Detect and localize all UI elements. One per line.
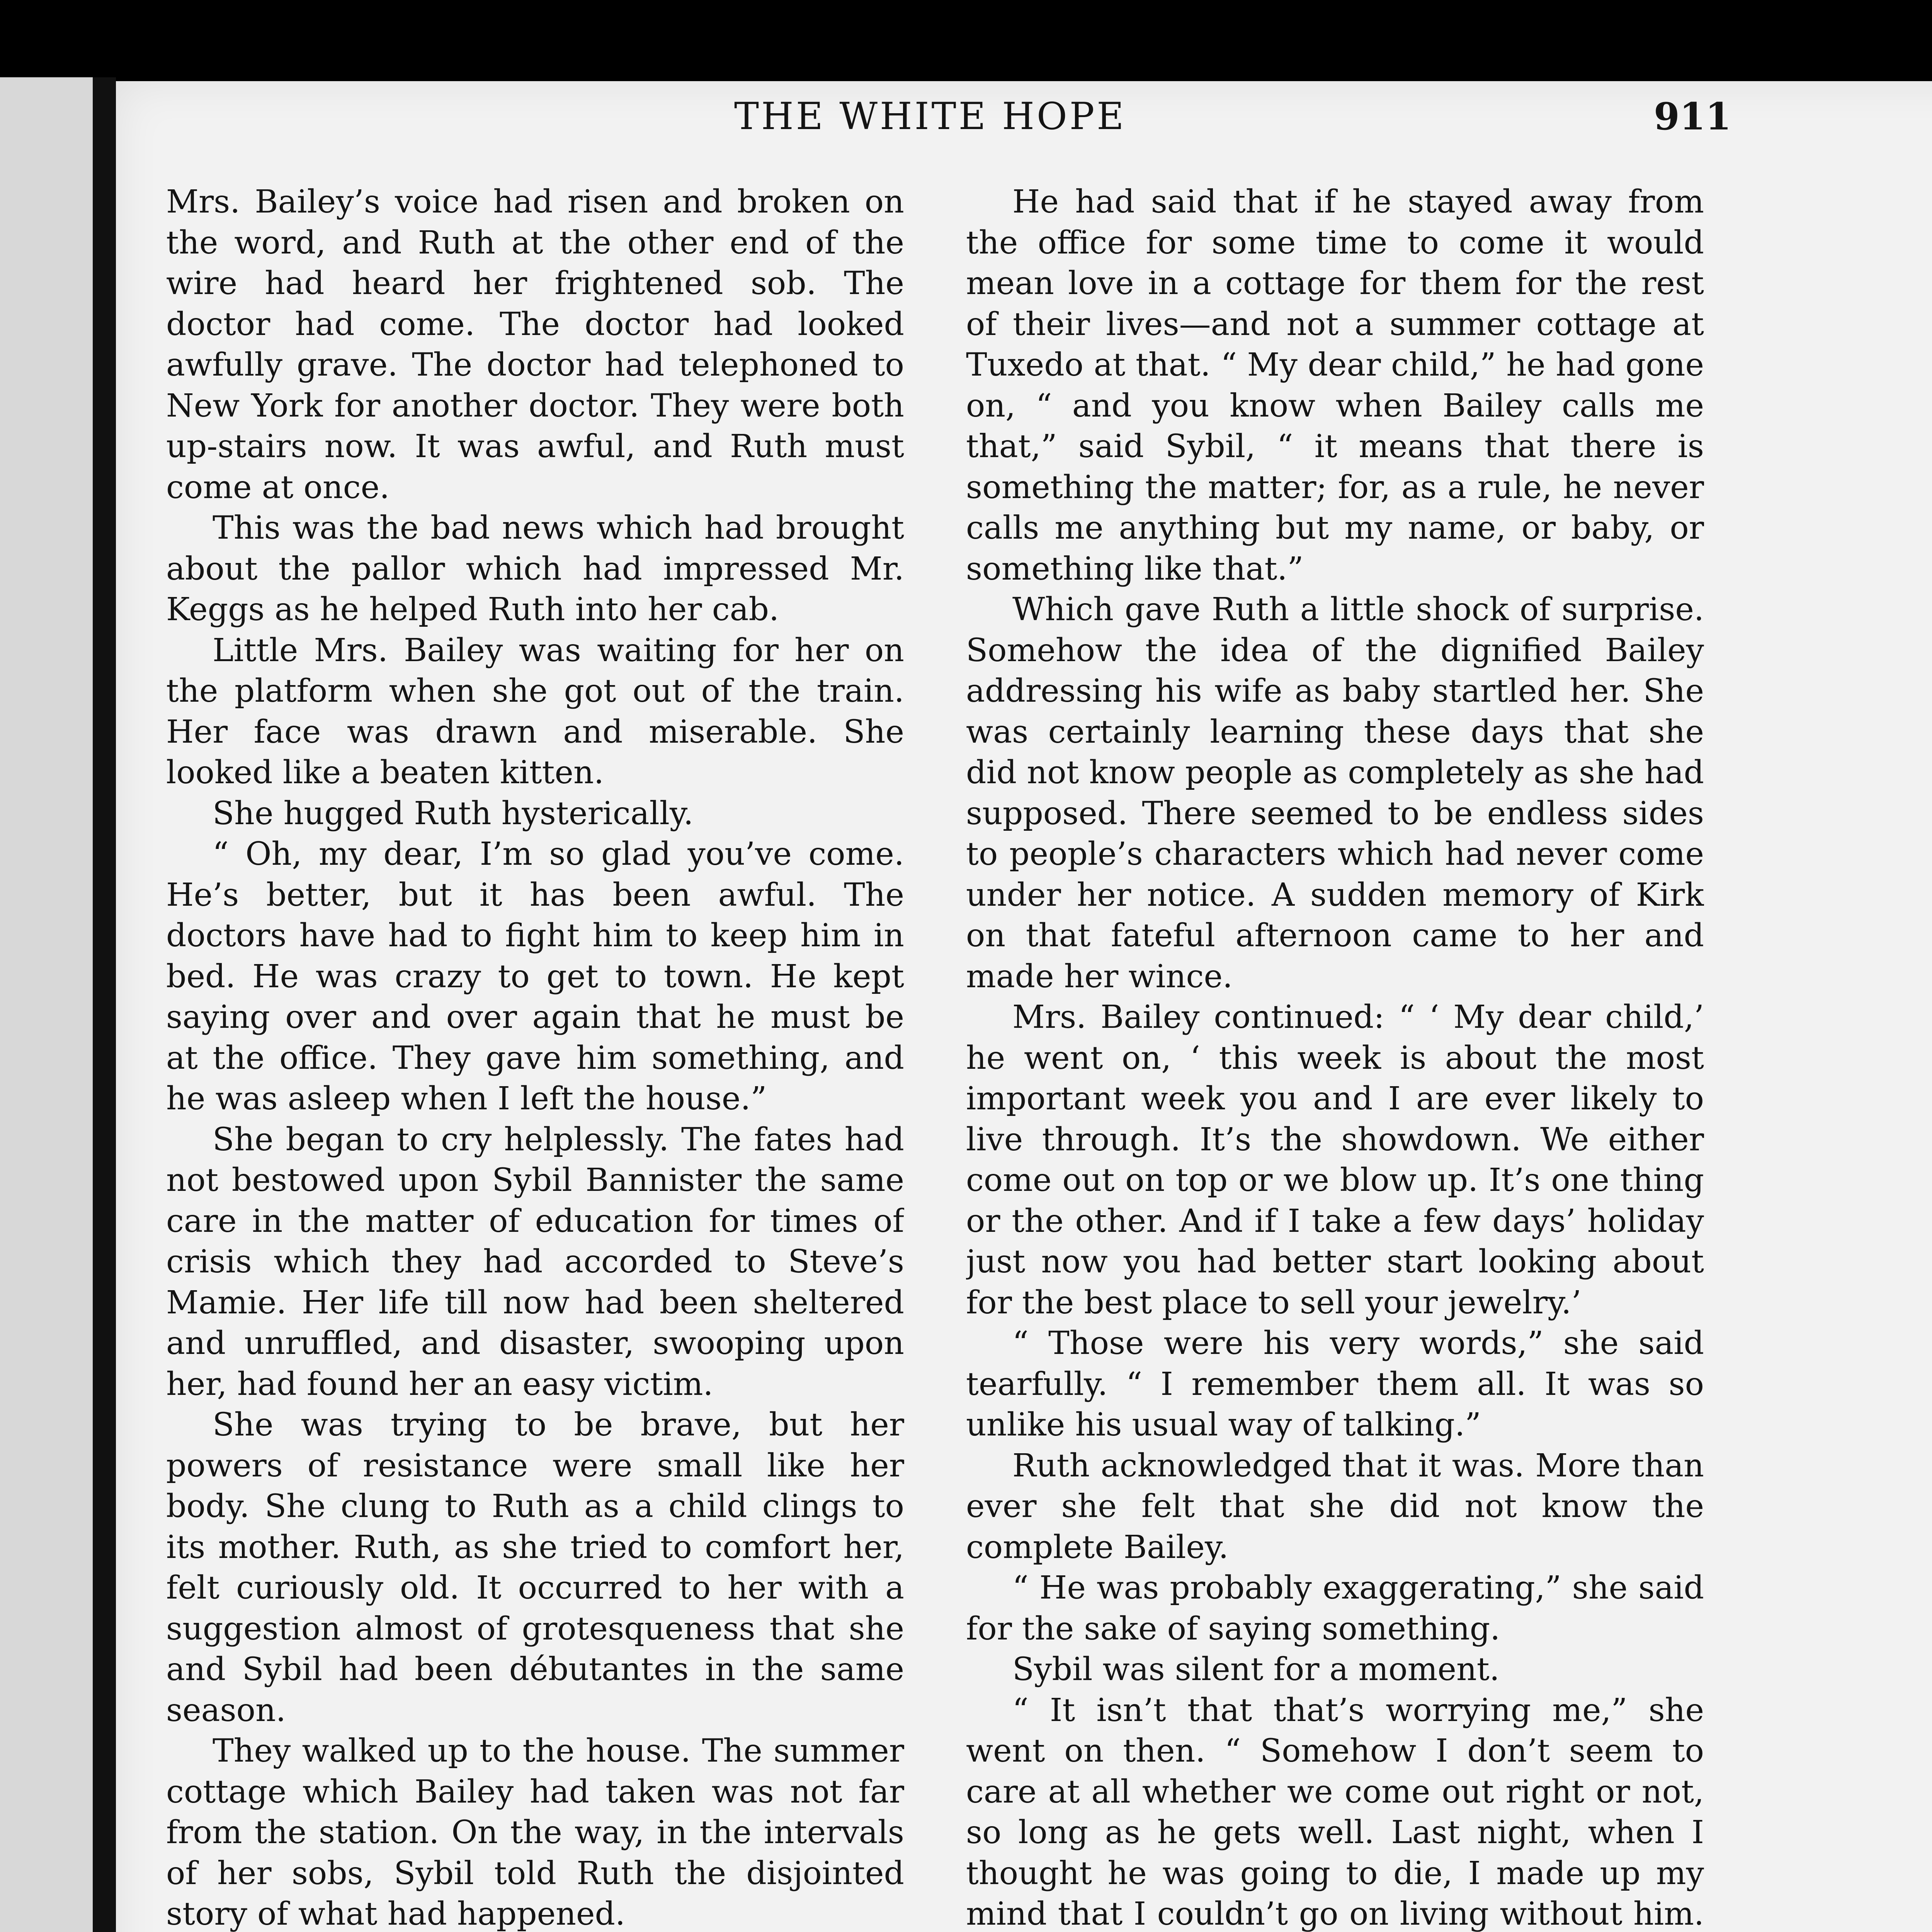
paragraph: Mrs. Bailey continued: “ ‘ My dear child,’ he went on, ‘ this week is about the most important week you and I are ever likely to live through. It’s the showdown. We either come out on top or we blow up. It’s one thing or the other. And if I take a few days’ holiday just now you had better start looking about for the best place to sell your jewelry.’ [966,999,1704,1321]
book-gutter [93,77,116,1932]
paragraph: “ Oh, my dear, I’m so glad you’ve come. He’s better, but it has been awful. The doctors have had to fight him to keep him in bed. He was crazy to get to town. He kept saying over and over again that he must be at the office. They gave him something, and he was asleep when I left the house.” [166,836,904,1117]
paragraph: He had said that if he stayed away from the office for some time to come it would mean love in a cottage for them for the rest of their lives—and not a summer cottage at Tuxedo at that. “ My dear child,” he had gone on, “ and you know when Bailey calls me that,” said Sybil, “ it means that there is something the matter; for, as a rule, he never calls me anything but my name, or baby, or something like that.” [966,184,1704,587]
paragraph: She was trying to be brave, but her powers of resistance were small like her body. She clung to Ruth as a child clings to its mother. Ruth, as she tried to comfort her, felt curiously old. It occurred to her with a suggestion almost of grotesqueness that she and Sybil had been débutantes in the same season. [166,1406,904,1729]
paragraph: “ He was probably exaggerating,” she said for the sake of saying something. [966,1570,1704,1647]
paragraph: They walked up to the house. The summer cottage which Bailey had taken was not far from the station. On the way, in the intervals of her sobs, Sybil told Ruth the disjointed story of what had happened. [166,1733,904,1932]
paragraph: Sybil was silent for a moment. [1012,1651,1500,1688]
paragraph: “ It isn’t that that’s worrying me,” she went on then. “ Somehow I don’t seem to care at all whether we come out right or not, so long as he gets well. Last night, when I thought he was going to die, I made up my mind that I couldn’t go on living without him. [966,1692,1704,1932]
paragraph: “ Those were his very words,” she said tearfully. “ I remember them all. It was so unlike his usual way of talking.” [966,1325,1704,1443]
paragraph: She began to cry helplessly. The fates had not bestowed upon Sybil Bannister the same care in the matter of education for times of crisis which they had accorded to Steve’s Mamie. Her life till now had been sheltered and unruffled, and disaster, swooping upon her, had found her an easy victim. [166,1121,904,1403]
paragraph: Little Mrs. Bailey was waiting for her on the platform when she got out of the train. Her face was drawn and miserable. She looked like a beaten kitten. [166,632,904,791]
left-text-column [166,182,904,1932]
paragraph: Which gave Ruth a little shock of surprise. Somehow the idea of the dignified Bailey addressing his wife as baby startled her. She was certainly learning these days that she did not know people as completely as she had supposed. There seemed to be endless sides to people’s characters which had never come under her notice. A sudden memory of Kirk on that fateful afternoon came to her and made her wince. [966,591,1704,995]
paragraph: Mrs. Bailey’s voice had risen and broken on the word, and Ruth at the other end of the wire had heard her frightened sob. The doctor had come. The doctor had looked awfully grave. The doctor had telephoned to New York for another doctor. They were both up-stairs now. It was awful, and Ruth must come at once. [166,184,904,506]
page-number: 911 [1654,95,1731,138]
paragraph: This was the bad news which had brought about the pallor which had impressed Mr. Keggs as he helped Ruth into her cab. [166,510,904,628]
right-text-column [966,182,1704,1932]
facing-page-edge [0,77,93,1932]
running-head: THE WHITE HOPE [734,95,1126,138]
paragraph: She hugged Ruth hysterically. [213,795,694,832]
paragraph: Ruth acknowledged that it was. More than ever she felt that she did not know the complete Bailey. [966,1447,1704,1566]
